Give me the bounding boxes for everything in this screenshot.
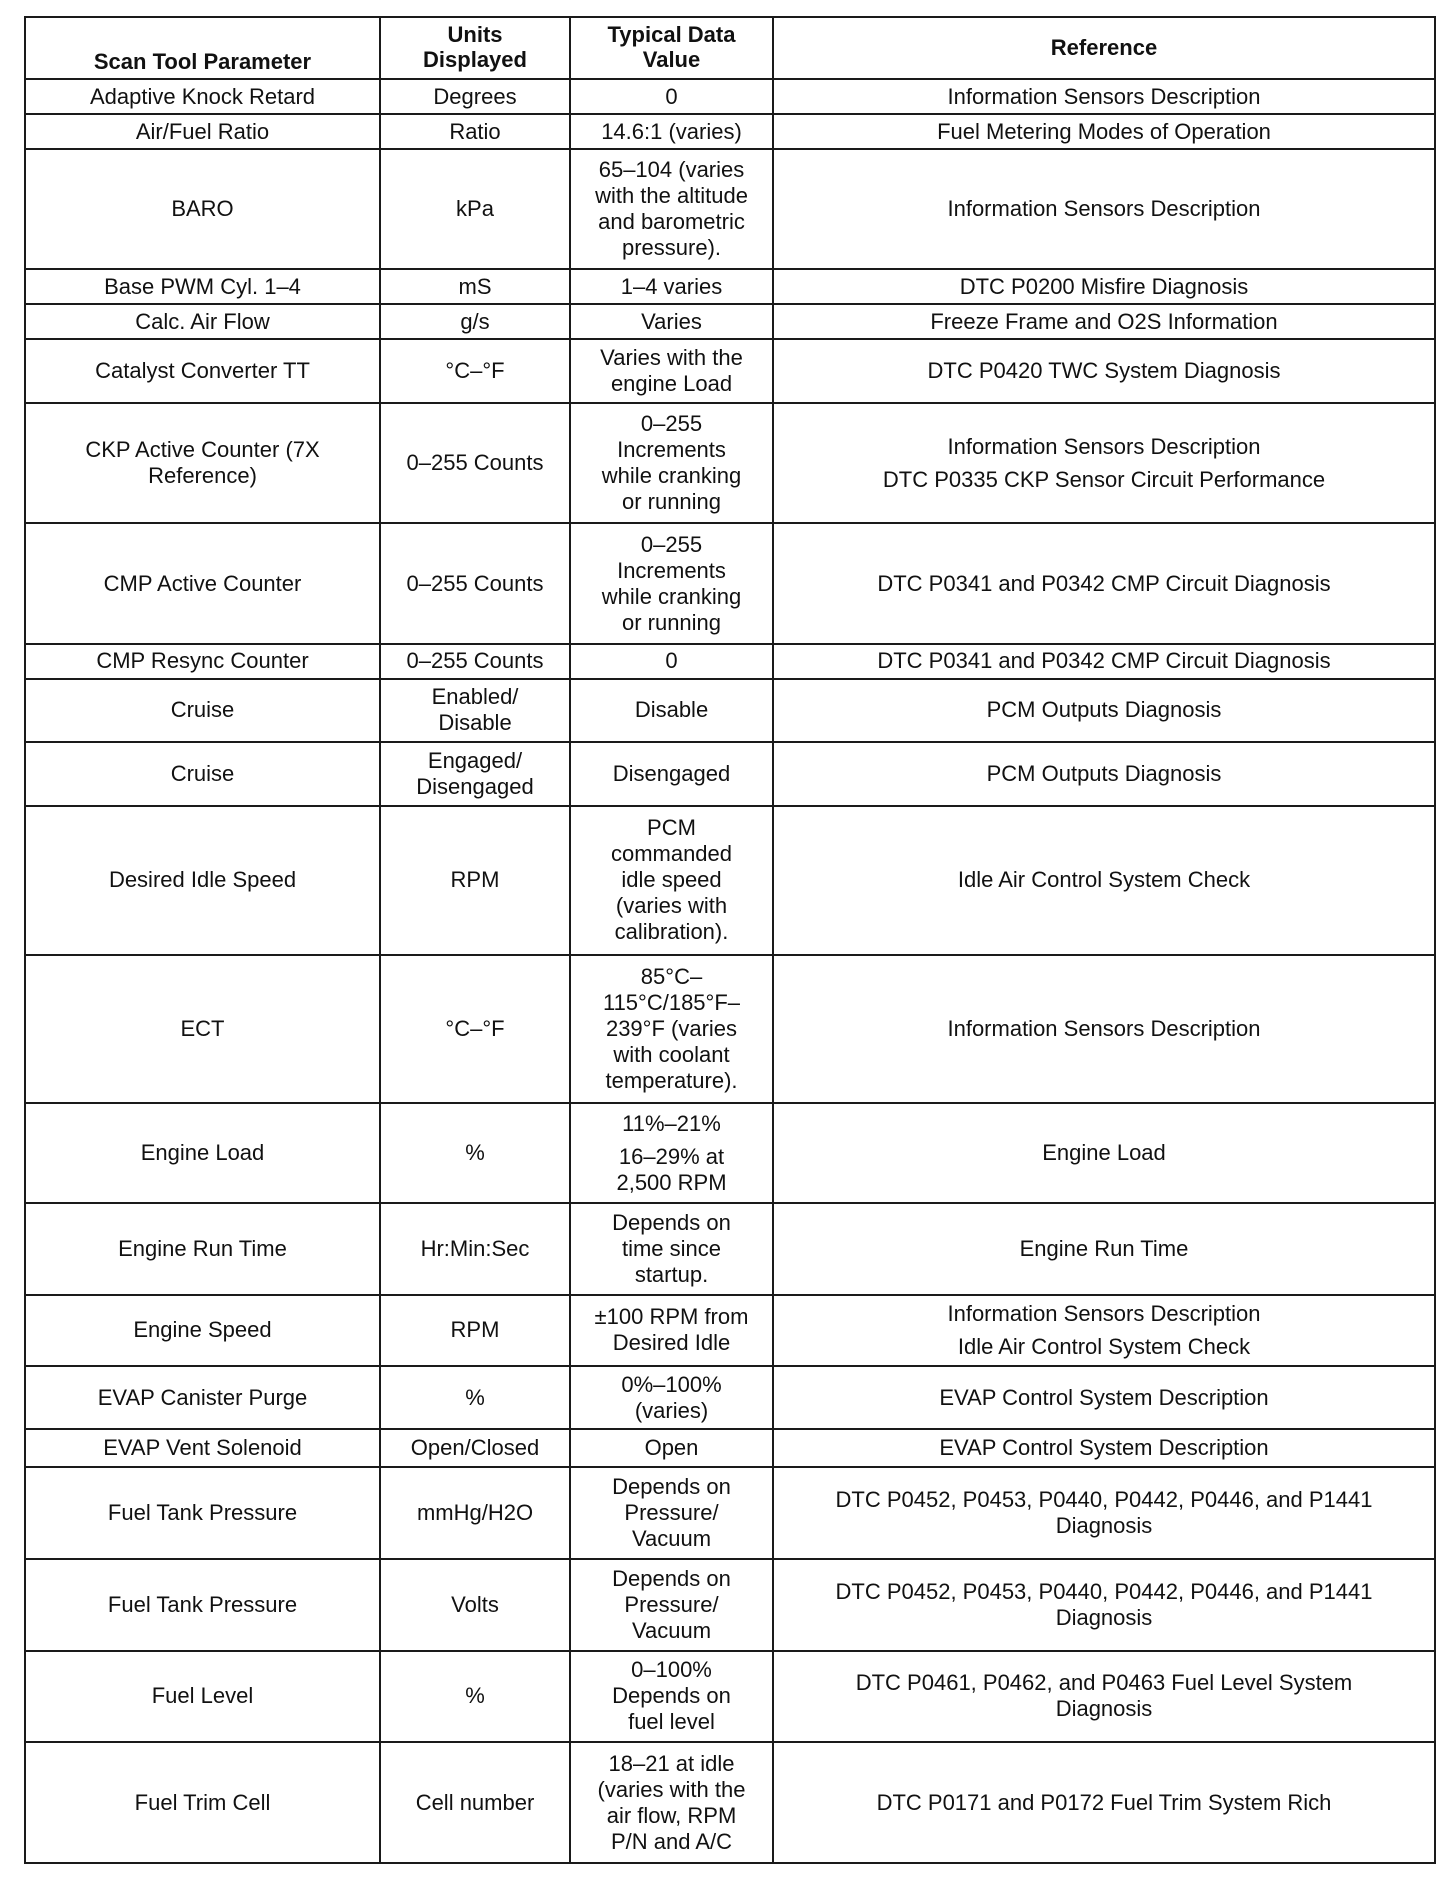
param-text: Engine Speed <box>133 1317 272 1343</box>
table-row <box>25 1559 1435 1651</box>
cell-typical <box>570 1295 773 1366</box>
typical-text: 0 <box>665 83 678 109</box>
units-text: Hr:Min:Sec <box>420 1235 530 1261</box>
header-typical-data-value <box>570 17 773 79</box>
table-row <box>25 1651 1435 1743</box>
typical-text: fuel level <box>628 1709 715 1735</box>
reference-text: Information Sensors Description <box>947 83 1261 109</box>
param-text: Fuel Tank Pressure <box>107 1591 298 1617</box>
units-text: Volts <box>451 1591 499 1617</box>
cell-typical <box>570 79 773 114</box>
cell-reference <box>773 742 1435 805</box>
cell-typical <box>570 1467 773 1559</box>
param-text: EVAP Vent Solenoid <box>103 1435 302 1461</box>
cell-typical <box>570 955 773 1104</box>
cell-reference <box>773 806 1435 955</box>
reference-text: Idle Air Control System Check <box>957 867 1251 893</box>
cell-param <box>25 1103 380 1203</box>
units-text: Cell number <box>415 1789 535 1815</box>
units-text: 0–255 Counts <box>406 648 544 674</box>
units-text: 0–255 Counts <box>406 570 544 596</box>
table-row <box>25 644 1435 679</box>
param-text: CMP Resync Counter <box>96 648 309 674</box>
units-text: Open/Closed <box>410 1435 540 1461</box>
typical-text: Increments <box>617 437 726 463</box>
typical-text: with the altitude <box>595 183 748 209</box>
cell-typical <box>570 644 773 679</box>
table-row <box>25 1429 1435 1466</box>
param-text: Fuel Tank Pressure <box>107 1499 298 1525</box>
units-text: RPM <box>450 867 500 893</box>
reference-text: DTC P0341 and P0342 CMP Circuit Diagnosis <box>877 570 1331 596</box>
table-row <box>25 806 1435 955</box>
cell-reference <box>773 1742 1435 1863</box>
typical-text: Increments <box>617 557 726 583</box>
table-row <box>25 1103 1435 1203</box>
cell-units <box>380 1295 570 1366</box>
cell-param <box>25 304 380 339</box>
cell-units <box>380 1559 570 1651</box>
typical-text: Disable <box>634 697 709 723</box>
reference-text: Engine Load <box>1042 1140 1166 1166</box>
param-text: BARO <box>171 196 234 222</box>
cell-typical <box>570 403 773 523</box>
cell-reference <box>773 1203 1435 1295</box>
cell-reference <box>773 304 1435 339</box>
units-text: Ratio <box>449 118 501 144</box>
param-text: CMP Active Counter <box>103 570 302 596</box>
cell-reference <box>773 679 1435 742</box>
units-text: g/s <box>460 308 490 334</box>
table-row <box>25 1295 1435 1366</box>
cell-param <box>25 955 380 1104</box>
typical-text: Depends on <box>612 1209 731 1235</box>
cell-units <box>380 339 570 402</box>
param-text: Cruise <box>170 760 235 786</box>
typical-text: pressure). <box>621 235 722 261</box>
cell-reference <box>773 269 1435 304</box>
param-text: Catalyst Converter TT <box>95 358 310 384</box>
header-units-line-2: Displayed <box>423 47 527 72</box>
reference-text: Freeze Frame and O2S Information <box>930 308 1278 334</box>
header-units-displayed <box>380 17 570 79</box>
param-text: EVAP Canister Purge <box>97 1384 308 1410</box>
reference-text: DTC P0341 and P0342 CMP Circuit Diagnosis <box>877 648 1331 674</box>
cell-param <box>25 644 380 679</box>
typical-text: while cranking <box>601 463 742 489</box>
cell-units <box>380 523 570 643</box>
table-row <box>25 1203 1435 1295</box>
header-typical-line-2: Value <box>642 47 701 72</box>
cell-param <box>25 79 380 114</box>
typical-text: time since <box>621 1235 722 1261</box>
typical-text: Depends on <box>612 1473 731 1499</box>
units-text: °C–°F <box>445 1015 505 1041</box>
cell-units <box>380 1467 570 1559</box>
reference-text: Engine Run Time <box>1019 1235 1189 1261</box>
cell-typical <box>570 1429 773 1466</box>
cell-typical <box>570 1559 773 1651</box>
typical-text: engine Load <box>610 371 733 397</box>
reference-text: PCM Outputs Diagnosis <box>986 760 1222 786</box>
param-text: Base PWM Cyl. 1–4 <box>104 273 301 299</box>
units-text: 0–255 Counts <box>406 450 544 476</box>
cell-units <box>380 269 570 304</box>
reference-text: Diagnosis <box>1055 1696 1153 1722</box>
typical-text: Pressure/ <box>624 1591 719 1617</box>
cell-param <box>25 1366 380 1429</box>
header-units-line-1: Units <box>447 22 503 47</box>
cell-reference <box>773 114 1435 149</box>
typical-text: 14.6:1 (varies) <box>601 118 742 144</box>
table-row <box>25 79 1435 114</box>
typical-text: 115°C/185°F– <box>602 989 741 1015</box>
typical-text: calibration). <box>614 919 729 945</box>
typical-text: 18–21 at idle <box>608 1750 735 1776</box>
cell-param <box>25 1429 380 1466</box>
param-text: Air/Fuel Ratio <box>135 118 270 144</box>
cell-reference <box>773 1295 1435 1366</box>
cell-units <box>380 1651 570 1743</box>
table-row <box>25 304 1435 339</box>
cell-units <box>380 1366 570 1429</box>
typical-text: 0–255 <box>640 531 703 557</box>
typical-text: with coolant <box>613 1041 730 1067</box>
cell-reference <box>773 523 1435 643</box>
param-text: Calc. Air Flow <box>135 308 270 334</box>
typical-text: 85°C– <box>640 963 703 989</box>
typical-text: Desired Idle <box>612 1330 731 1356</box>
reference-text: DTC P0171 and P0172 Fuel Trim System Rich <box>876 1789 1332 1815</box>
typical-text: commanded <box>610 841 733 867</box>
cell-param <box>25 114 380 149</box>
units-text: % <box>465 1683 485 1709</box>
param-text: Fuel Trim Cell <box>134 1789 271 1815</box>
table-row <box>25 1366 1435 1429</box>
cell-param <box>25 269 380 304</box>
table-row <box>25 114 1435 149</box>
header-reference: Reference <box>773 17 1435 79</box>
param-text: Desired Idle Speed <box>108 867 297 893</box>
reference-text: DTC P0452, P0453, P0440, P0442, P0446, and P1441 <box>835 1578 1373 1604</box>
typical-text: or running <box>621 609 722 635</box>
reference-text: DTC P0200 Misfire Diagnosis <box>959 273 1249 299</box>
table-body <box>25 79 1435 1863</box>
cell-typical <box>570 1203 773 1295</box>
param-text: Fuel Level <box>151 1683 254 1709</box>
cell-reference <box>773 1103 1435 1203</box>
reference-text: Fuel Metering Modes of Operation <box>937 118 1271 144</box>
cell-units <box>380 1429 570 1466</box>
param-text: CKP Active Counter (7X <box>85 437 320 463</box>
cell-typical <box>570 114 773 149</box>
typical-text: Vacuum <box>631 1525 712 1551</box>
typical-text: 2,500 RPM <box>616 1169 727 1195</box>
table-row <box>25 679 1435 742</box>
units-text: Degrees <box>433 83 517 109</box>
cell-units <box>380 79 570 114</box>
cell-typical <box>570 1366 773 1429</box>
param-text: Engine Load <box>140 1140 265 1166</box>
reference-text: Idle Air Control System Check <box>957 1333 1251 1359</box>
cell-reference <box>773 644 1435 679</box>
param-text: Adaptive Knock Retard <box>89 83 316 109</box>
reference-text: DTC P0420 TWC System Diagnosis <box>927 358 1281 384</box>
cell-units <box>380 114 570 149</box>
cell-units <box>380 304 570 339</box>
cell-typical <box>570 269 773 304</box>
param-text: Cruise <box>170 697 235 723</box>
cell-reference <box>773 1366 1435 1429</box>
table-header-row <box>25 17 1435 79</box>
typical-text: Pressure/ <box>624 1499 719 1525</box>
typical-text: Open <box>644 1435 699 1461</box>
cell-reference <box>773 339 1435 402</box>
typical-text: 11%–21% <box>622 1110 721 1136</box>
typical-text: 239°F (varies <box>605 1015 738 1041</box>
units-text: mS <box>458 273 492 299</box>
scan-tool-data-table <box>24 16 1436 1864</box>
param-text: ECT <box>180 1015 225 1041</box>
units-text: RPM <box>450 1317 500 1343</box>
typical-text: 0 <box>665 648 678 674</box>
typical-text: and barometric <box>598 209 745 235</box>
cell-reference <box>773 955 1435 1104</box>
cell-units <box>380 403 570 523</box>
cell-typical <box>570 339 773 402</box>
reference-text: Information Sensors Description <box>947 1015 1261 1041</box>
cell-typical <box>570 806 773 955</box>
typical-text: (varies) <box>634 1397 709 1423</box>
table-row <box>25 149 1435 269</box>
units-text: kPa <box>456 196 494 222</box>
cell-param <box>25 1651 380 1743</box>
reference-text: Information Sensors Description <box>947 433 1261 459</box>
cell-param <box>25 403 380 523</box>
units-text: °C–°F <box>445 358 505 384</box>
cell-reference <box>773 1651 1435 1743</box>
cell-param <box>25 1742 380 1863</box>
units-text: Disengaged <box>416 773 534 799</box>
cell-units <box>380 1742 570 1863</box>
typical-text: Depends on <box>612 1683 731 1709</box>
cell-param <box>25 523 380 643</box>
cell-typical <box>570 1103 773 1203</box>
header-scan-tool-parameter: Scan Tool Parameter <box>25 17 380 79</box>
reference-text: Diagnosis <box>1055 1604 1153 1630</box>
reference-text: PCM Outputs Diagnosis <box>986 697 1222 723</box>
reference-text: Information Sensors Description <box>947 1300 1261 1326</box>
reference-text: EVAP Control System Description <box>939 1435 1269 1461</box>
cell-typical <box>570 679 773 742</box>
typical-text: ±100 RPM from <box>594 1304 749 1330</box>
cell-param <box>25 742 380 805</box>
reference-text: DTC P0452, P0453, P0440, P0442, P0446, and P1441 <box>835 1486 1373 1512</box>
cell-units <box>380 679 570 742</box>
typical-text: temperature). <box>605 1067 738 1093</box>
cell-typical <box>570 523 773 643</box>
typical-text: 0–100% <box>631 1657 712 1683</box>
cell-typical <box>570 742 773 805</box>
reference-text: EVAP Control System Description <box>939 1384 1269 1410</box>
units-text: Engaged/ <box>427 747 523 773</box>
units-text: % <box>465 1384 485 1410</box>
table-row <box>25 742 1435 805</box>
table-row <box>25 1467 1435 1559</box>
cell-units <box>380 955 570 1104</box>
cell-units <box>380 1103 570 1203</box>
table-row <box>25 523 1435 643</box>
cell-typical <box>570 304 773 339</box>
cell-param <box>25 1203 380 1295</box>
reference-text: DTC P0335 CKP Sensor Circuit Performance <box>882 466 1326 492</box>
cell-reference <box>773 1429 1435 1466</box>
cell-param <box>25 149 380 269</box>
typical-text: idle speed <box>621 867 722 893</box>
table-row <box>25 955 1435 1104</box>
typical-text: Varies with the <box>600 345 743 371</box>
cell-typical <box>570 149 773 269</box>
table-row <box>25 1742 1435 1863</box>
table-row <box>25 269 1435 304</box>
typical-text: 0%–100% <box>621 1371 722 1397</box>
cell-reference <box>773 1467 1435 1559</box>
typical-text: Vacuum <box>631 1617 712 1643</box>
typical-text: Depends on <box>612 1565 731 1591</box>
reference-text: Information Sensors Description <box>947 196 1261 222</box>
cell-param <box>25 806 380 955</box>
typical-text: 65–104 (varies <box>598 157 745 183</box>
cell-units <box>380 149 570 269</box>
typical-text: Disengaged <box>612 760 731 786</box>
table-row <box>25 403 1435 523</box>
reference-text: DTC P0461, P0462, and P0463 Fuel Level System <box>855 1670 1353 1696</box>
typical-text: PCM <box>647 815 696 841</box>
param-text: Reference) <box>148 463 257 489</box>
cell-typical <box>570 1742 773 1863</box>
units-text: % <box>465 1140 485 1166</box>
cell-units <box>380 644 570 679</box>
typical-text: (varies with <box>615 893 728 919</box>
cell-typical <box>570 1651 773 1743</box>
cell-reference <box>773 1559 1435 1651</box>
typical-text: Varies <box>641 308 702 334</box>
units-text: Disable <box>438 710 512 736</box>
cell-param <box>25 679 380 742</box>
cell-reference <box>773 403 1435 523</box>
typical-text: 16–29% at <box>618 1143 725 1169</box>
typical-text: startup. <box>634 1261 709 1287</box>
typical-text: while cranking <box>601 583 742 609</box>
cell-units <box>380 806 570 955</box>
typical-text: or running <box>621 489 722 515</box>
cell-reference <box>773 149 1435 269</box>
cell-units <box>380 1203 570 1295</box>
param-text: Engine Run Time <box>118 1235 287 1261</box>
typical-text: 1–4 varies <box>620 273 723 299</box>
units-text: mmHg/H2O <box>416 1499 534 1525</box>
typical-text: P/N and A/C <box>610 1828 733 1854</box>
units-text: Enabled/ <box>431 684 519 710</box>
typical-text: (varies with the <box>597 1776 746 1802</box>
typical-text: 0–255 <box>640 411 703 437</box>
cell-param <box>25 1295 380 1366</box>
cell-param <box>25 1467 380 1559</box>
cell-param <box>25 339 380 402</box>
cell-param <box>25 1559 380 1651</box>
cell-reference <box>773 79 1435 114</box>
table-row <box>25 339 1435 402</box>
cell-units <box>380 742 570 805</box>
reference-text: Diagnosis <box>1055 1512 1153 1538</box>
header-typical-line-1: Typical Data <box>607 22 736 47</box>
typical-text: air flow, RPM <box>606 1802 737 1828</box>
